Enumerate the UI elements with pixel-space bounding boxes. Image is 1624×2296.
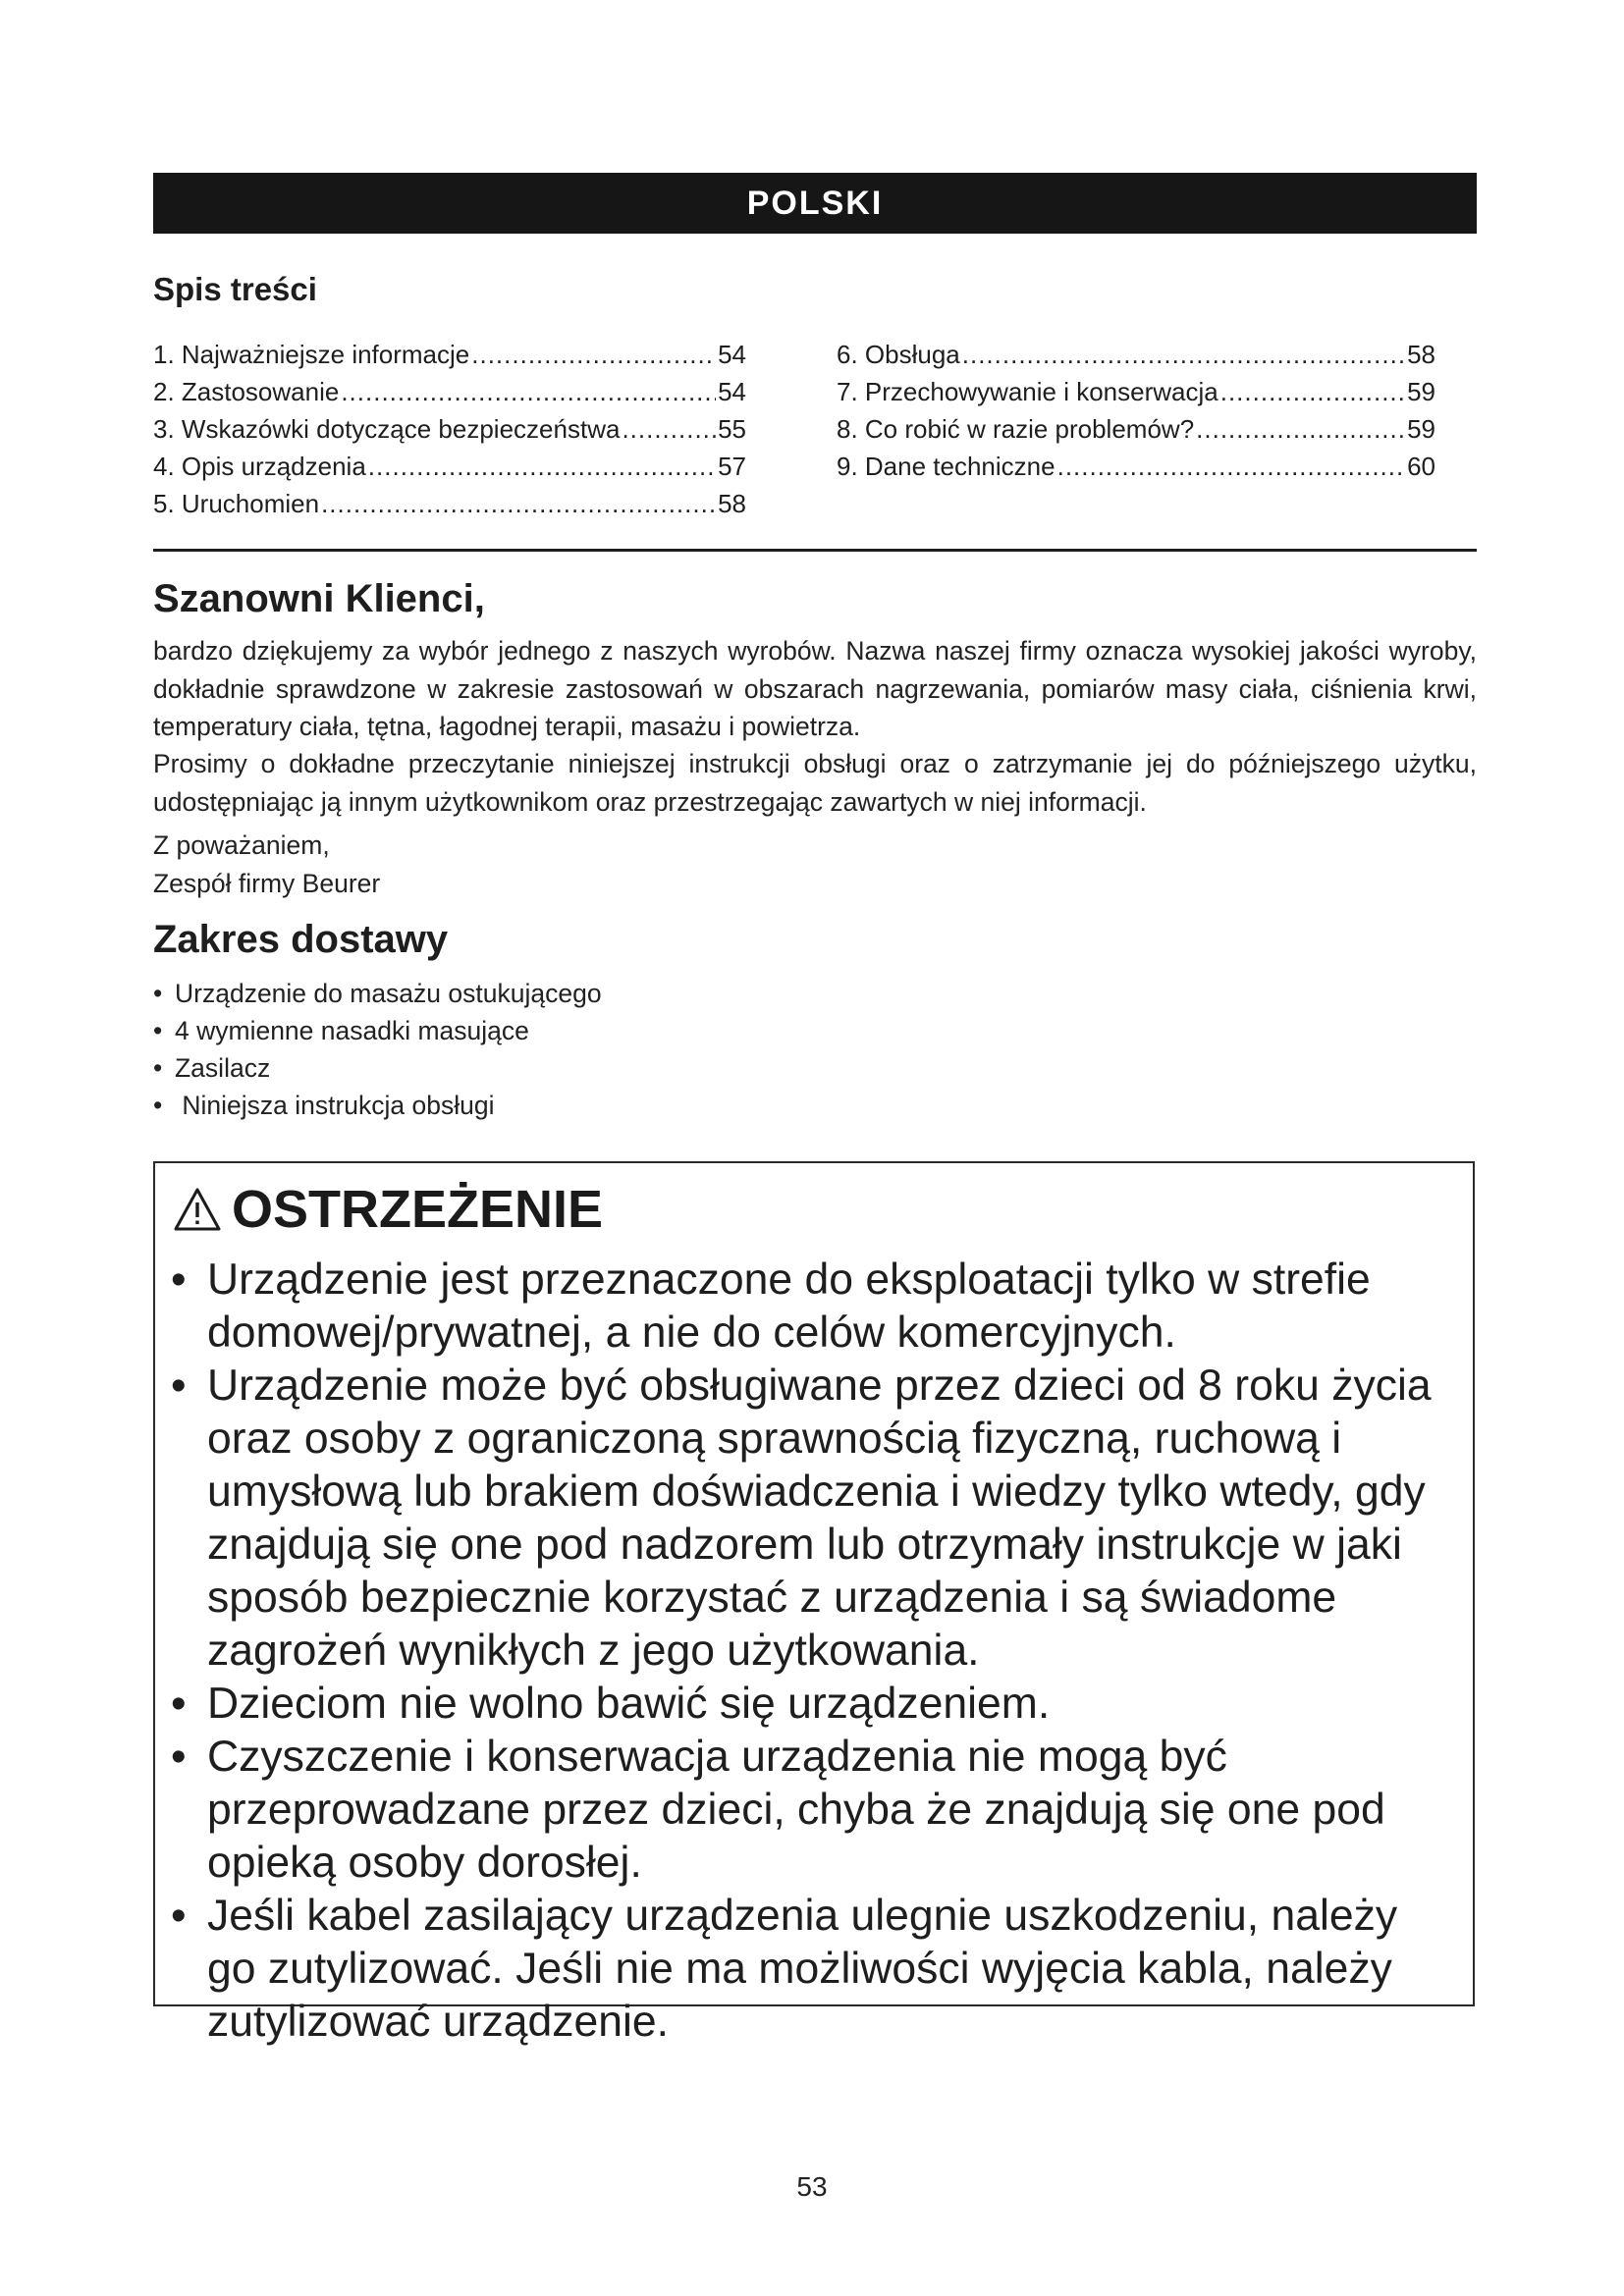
warning-item [171,1731,1457,1890]
toc-entry [153,336,746,373]
list-item-text: Zasilacz [175,1053,271,1083]
bullet-icon: • [153,1053,163,1083]
language-header: POLSKI [153,173,1477,234]
toc-entry-page: 54 [718,340,746,369]
list-item-text: 4 wymienne nasadki masujące [175,1016,529,1045]
toc-entry [153,485,746,522]
toc-title: Spis treści [153,271,317,307]
toc-entry-label: 7. Przechowywanie i konserwacja [837,377,1218,406]
bullet-icon: • [153,1016,163,1045]
bullet-icon: • [153,979,163,1008]
toc-entry-page: 57 [718,452,746,481]
bullet-icon: • [171,1255,187,1304]
toc-entry-page: 58 [718,489,746,518]
warning-item-text: Dzieciom nie wolno bawić się urządzeniem. [207,1680,1051,1728]
warning-box [153,1161,1475,2046]
list-item [153,1087,1037,1124]
toc-entry-label: 2. Zastosowanie [153,377,340,406]
toc-entry [837,448,1435,485]
warning-title: OSTRZEŻENIE [232,1180,604,1239]
warning-item-text: Urządzenie może być obsługiwane przez dzieci od 8 roku życia oraz osoby z ograniczoną sprawnością fizyczną, ruchową i umysłową lub brakiem doświadczenia i wiedzy tylko wtedy, gdy znajdują się one pod nadzorem lub otrzymały instrukcje w jaki sposób bezpiecznie korzystać z urządzenia i są świadome zagrożeń wynikłych z jego użytkowania. [207,1362,1432,1675]
list-item [153,975,1037,1012]
sign-off-line: Z poważaniem, [153,830,330,860]
toc-entry [153,373,746,410]
bullet-icon: • [171,1892,187,1940]
delivery-heading: Zakres dostawy [153,918,449,961]
warning-item [171,1678,1457,1731]
list-item-text: Urządzenie do masażu ostukującego [175,979,602,1008]
toc-entry-label: 3. Wskazówki dotyczące bezpieczeństwa [153,414,621,444]
delivery-list [153,975,1037,1124]
warning-item [171,1254,1457,1360]
toc-entry-label: 8. Co robić w razie problemów? [837,414,1195,444]
warning-item-text: Czyszczenie i konserwacja urządzenia nie mogą być przeprowadzane przez dzieci, chyba że znajdują się one pod opieką osoby dorosłej. [207,1733,1385,1887]
warning-item-text: Jeśli kabel zasilający urządzenia ulegnie uszkodzeniu, należy go zutylizować. Jeśli nie ma możliwości wyjęcia kabla, należy zutylizować urządzenie. [207,1892,1398,2046]
toc-entry-page: 58 [1407,340,1435,369]
sign-off-line: Zespół firmy Beurer [153,868,381,898]
bullet-icon: • [153,1091,163,1120]
intro-paragraph: bardzo dziękujemy za wybór jednego z naszych wyrobów. Nazwa naszej firmy oznacza wysokiej jakości wyroby, dokładnie sprawdzone w zakresie zastosowań w obszarach nagrzewania, pomiarów masy ciała, ciśnienia krwi, temperatury ciała, tętna, łagodnej terapii, masażu i powietrza. [153,636,1477,741]
warning-item-text: Urządzenie jest przeznaczone do eksploatacji tylko w strefie domowej/prywatnej, a nie do celów komercyjnych. [207,1255,1371,1357]
warning-triangle-icon [173,1187,222,1232]
warning-header [173,1179,603,1240]
sign-off [153,827,1477,902]
warning-item [171,1890,1457,2049]
toc-entry-page: 54 [718,377,746,406]
toc-entry-page: 55 [718,414,746,444]
toc-entry-label: 4. Opis urządzenia [153,452,366,481]
intro-paragraph: Prosimy o dokładne przeczytanie niniejszej instrukcji obsługi oraz o zatrzymanie jej do późniejszego użytku, udostępniając ją innym użytkownikom oraz przestrzegając zawartych w niej informacji. [153,749,1477,817]
toc-entry-label: 1. Najważniejsze informacje [153,340,470,369]
list-item-text: Niniejsza instrukcja obsługi [175,1091,495,1120]
bullet-icon: • [171,1362,187,1410]
toc-entry [837,336,1435,373]
bullet-icon: • [171,1680,187,1728]
toc-entry [837,373,1435,410]
page-number: 53 [796,2171,828,2202]
toc-entry-page: 59 [1407,414,1435,444]
list-item [153,1012,1037,1049]
list-item [153,1049,1037,1087]
toc-entry-label: 9. Dane techniczne [837,452,1056,481]
warning-item [171,1360,1457,1678]
toc-entry-label: 6. Obsługa [837,340,960,369]
toc-entry [837,410,1435,448]
toc-right-column [837,336,1435,485]
toc-entry-page: 60 [1407,452,1435,481]
warning-list [171,1254,1457,2049]
toc-left-column [153,336,746,522]
toc-entry [153,448,746,485]
bullet-icon: • [171,1733,187,1781]
toc-entry [153,410,746,448]
section-divider [153,549,1477,552]
toc-entry-label: 5. Uruchomien [153,489,320,518]
greeting-heading: Szanowni Klienci, [153,577,485,620]
toc-entry-page: 59 [1407,377,1435,406]
